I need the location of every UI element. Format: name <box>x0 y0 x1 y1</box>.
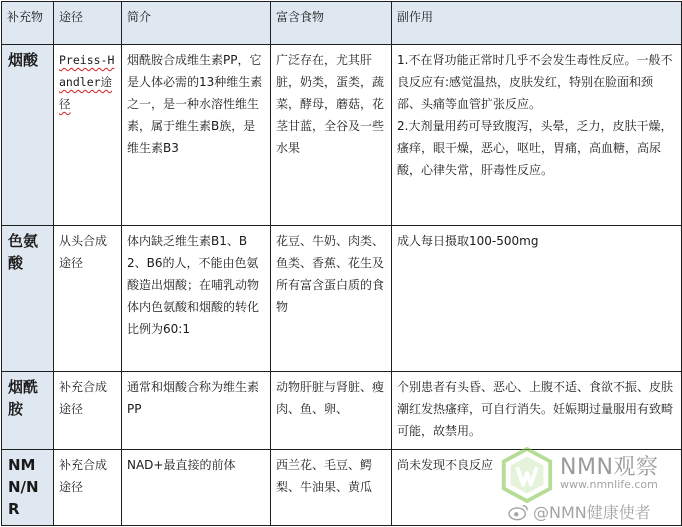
table-row <box>2 45 682 226</box>
intro-cell <box>122 372 271 450</box>
foods-text: 广泛存在，尤其肝脏，奶类，蛋类，蔬菜，酵母，蘑菇，花茎甘蓝，全谷及一些水果 <box>276 53 385 155</box>
table-row <box>2 226 682 372</box>
intro-text: 通常和烟酸合称为维生素PP <box>127 380 260 416</box>
intro-text: 体内缺乏维生素B1、B2、B6的人，不能由色氨酸造出烟酸；在哺乳动物体内色氨酸和烟酸的转化比例为60:1 <box>127 234 260 336</box>
header-foods: 富含食物 <box>271 2 392 45</box>
route-text: Preiss-Handler途径 <box>59 53 115 111</box>
watermark-title: NMN观察 <box>560 455 659 480</box>
watermark-weibo <box>508 500 651 523</box>
nmn-logo-icon <box>498 446 556 504</box>
foods-text: 花豆、牛奶、肉类、鱼类、香蕉、花生及所有富含蛋白质的食物 <box>276 234 385 314</box>
route-text: 补充合成途径 <box>59 458 108 494</box>
supplement-name: NMN/NR <box>2 450 54 526</box>
foods-cell <box>271 450 392 526</box>
route-text: 补充合成途径 <box>59 380 108 416</box>
side-effects-text: 成人每日摄取100-500mg <box>397 234 539 248</box>
watermark-weibo-text: @NMN健康使者 <box>533 503 651 522</box>
intro-cell <box>122 45 271 226</box>
weibo-icon <box>508 503 530 521</box>
foods-cell <box>271 372 392 450</box>
route-cell <box>54 45 122 226</box>
supplement-table <box>1 1 682 526</box>
route-text: 从头合成途径 <box>59 234 108 270</box>
table-row <box>2 372 682 450</box>
intro-cell <box>122 450 271 526</box>
supplement-name: 色氨酸 <box>2 226 54 372</box>
supplement-name: 烟酰胺 <box>2 372 54 450</box>
intro-cell <box>122 226 271 372</box>
side-effects-cell <box>392 372 682 450</box>
foods-cell <box>271 45 392 226</box>
intro-text: 烟酰胺合成维生素PP，它是人体必需的13种维生素之一，是一种水溶性维生素，属于维生素B族，是维生素B3 <box>127 53 263 155</box>
foods-text: 动物肝脏与肾脏、瘦肉、鱼、卵、 <box>276 380 385 416</box>
side-effects-text: 1.不在肾功能正常时几乎不会发生毒性反应。一般不良反应有:感觉温热，皮肤发红，特别在脸面和颈部、头痛等血管扩张反应。 2.大剂量用药可导致腹泻，头晕，乏力，皮肤干燥，瘙痒，眼干燥，恶心，呕吐，胃痛，高血糖，高尿酸，心律失常，肝毒性反应。 <box>397 53 673 177</box>
side-effects-text: 尚未发现不良反应 <box>397 458 494 472</box>
header-intro: 简介 <box>122 2 271 45</box>
route-cell <box>54 450 122 526</box>
side-effects-cell <box>392 226 682 372</box>
watermark-url: www.nmnlife.com <box>560 478 658 491</box>
foods-text: 西兰花、毛豆、鳄梨、牛油果、黄瓜 <box>276 458 373 494</box>
header-side-effects: 副作用 <box>392 2 682 45</box>
side-effects-text: 个别患者有头昏、恶心、上腹不适、食欲不振、皮肤潮红发热瘙痒，可自行消失。妊娠期过量服用有致畸可能，故禁用。 <box>397 380 674 438</box>
route-cell <box>54 226 122 372</box>
foods-cell <box>271 226 392 372</box>
route-cell <box>54 372 122 450</box>
header-supplement: 补充物 <box>2 2 54 45</box>
header-row <box>2 2 682 45</box>
supplement-name: 烟酸 <box>2 45 54 226</box>
intro-text: NAD+最直接的前体 <box>127 458 236 472</box>
header-route: 途径 <box>54 2 122 45</box>
side-effects-cell <box>392 45 682 226</box>
